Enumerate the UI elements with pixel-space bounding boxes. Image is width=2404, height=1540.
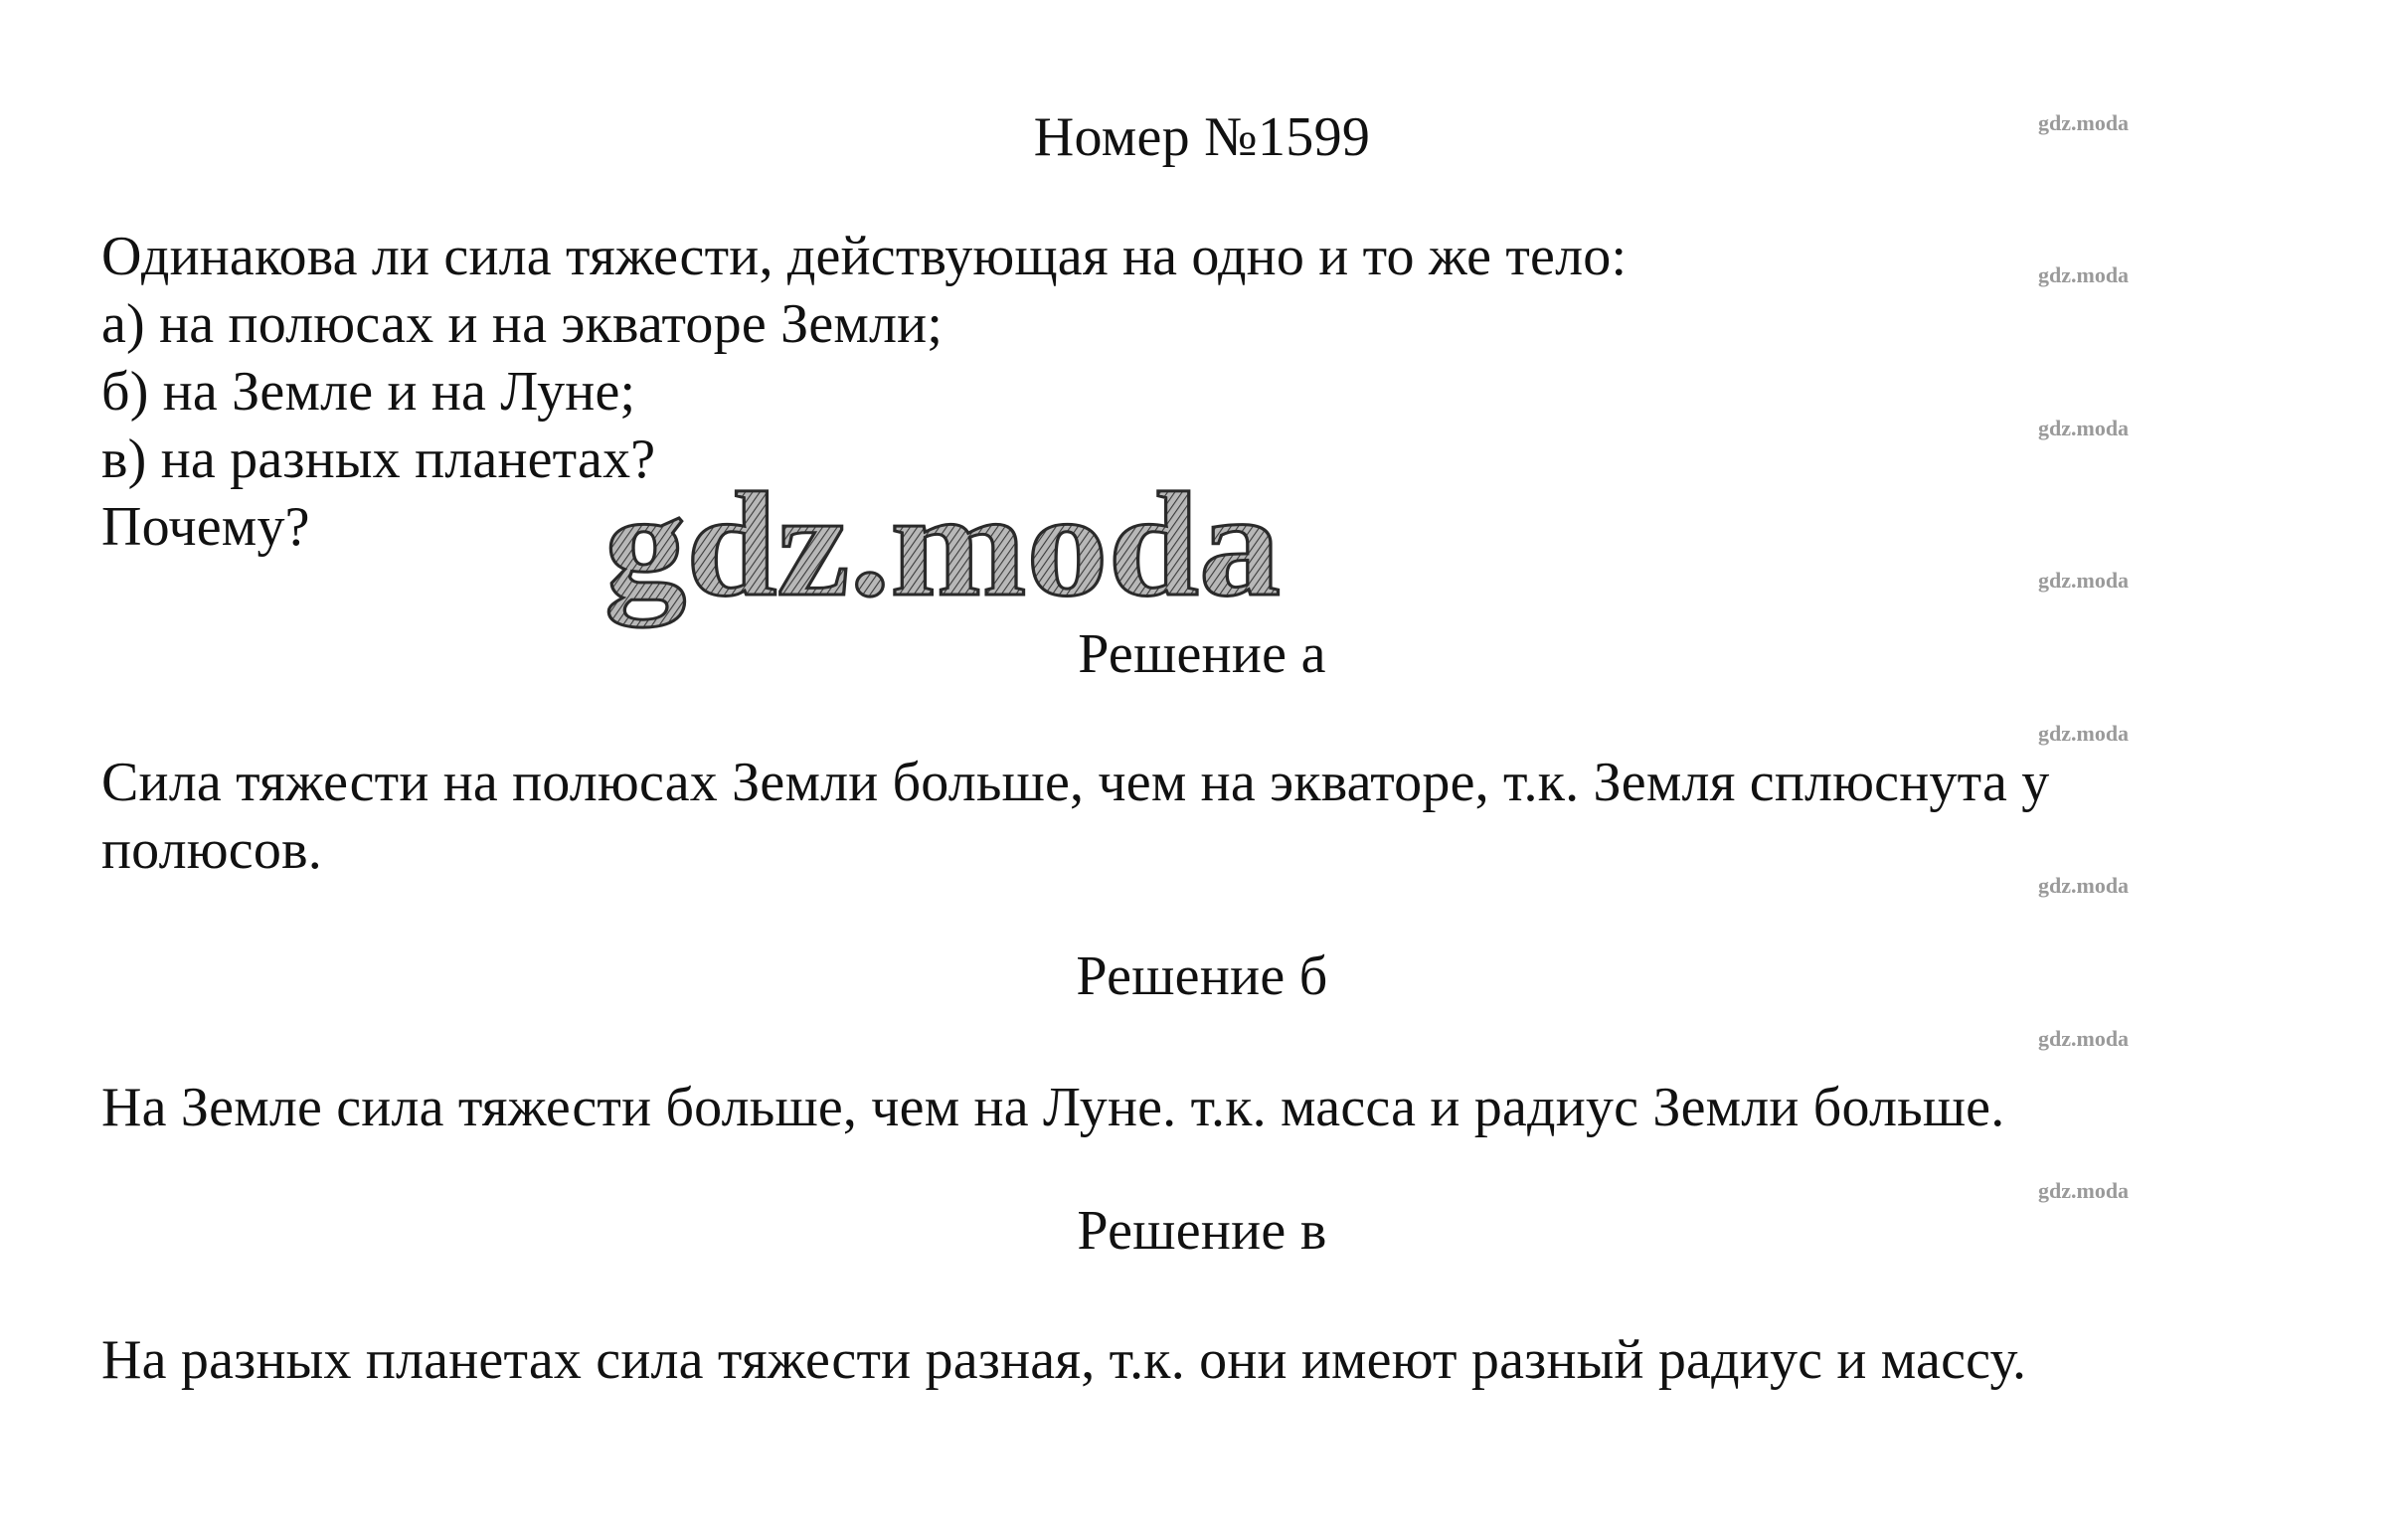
small-watermark: gdz.moda bbox=[2038, 568, 2130, 593]
solution-line: Сила тяжести на полюсах Земли больше, чем на экваторе, т.к. Земля сплюснута у bbox=[101, 752, 2050, 813]
small-watermark: gdz.moda bbox=[2038, 721, 2130, 746]
solution-b-title: Решение б bbox=[1076, 945, 1328, 1007]
solution-line: На разных планетах сила тяжести разная, т.к. они имеют разный радиус и массу. bbox=[101, 1329, 2027, 1391]
small-watermark: gdz.moda bbox=[2038, 262, 2130, 287]
question-line: Одинакова ли сила тяжести, действующая на одно и то же тело: bbox=[101, 226, 1628, 287]
solution-line: На Земле сила тяжести больше, чем на Луне. т.к. масса и радиус Земли больше. bbox=[101, 1077, 2005, 1138]
solution-line: полюсов. bbox=[101, 819, 322, 881]
small-watermark: gdz.moda bbox=[2038, 873, 2130, 898]
question-line: в) на разных планетах? bbox=[101, 428, 656, 490]
small-watermark: gdz.moda bbox=[2038, 1026, 2130, 1051]
question-line: а) на полюсах и на экваторе Земли; bbox=[101, 293, 944, 355]
gdz-watermark-logo bbox=[597, 485, 1292, 654]
small-watermark: gdz.moda bbox=[2038, 110, 2130, 135]
page-title: Номер №1599 bbox=[1033, 106, 1371, 168]
solution-a-title: Решение а bbox=[1078, 623, 1326, 685]
gdz-watermark-text: gdz.moda bbox=[604, 485, 1281, 627]
small-watermark: gdz.moda bbox=[2038, 416, 2130, 440]
small-watermark: gdz.moda bbox=[2038, 1178, 2130, 1203]
question-line: Почему? bbox=[101, 496, 310, 558]
solution-c-title: Решение в bbox=[1077, 1200, 1327, 1262]
solution-a-text bbox=[101, 749, 2229, 884]
solution-c-text bbox=[101, 1326, 2229, 1394]
question-line: б) на Земле и на Луне; bbox=[101, 361, 636, 423]
solution-b-text bbox=[101, 1074, 2229, 1141]
